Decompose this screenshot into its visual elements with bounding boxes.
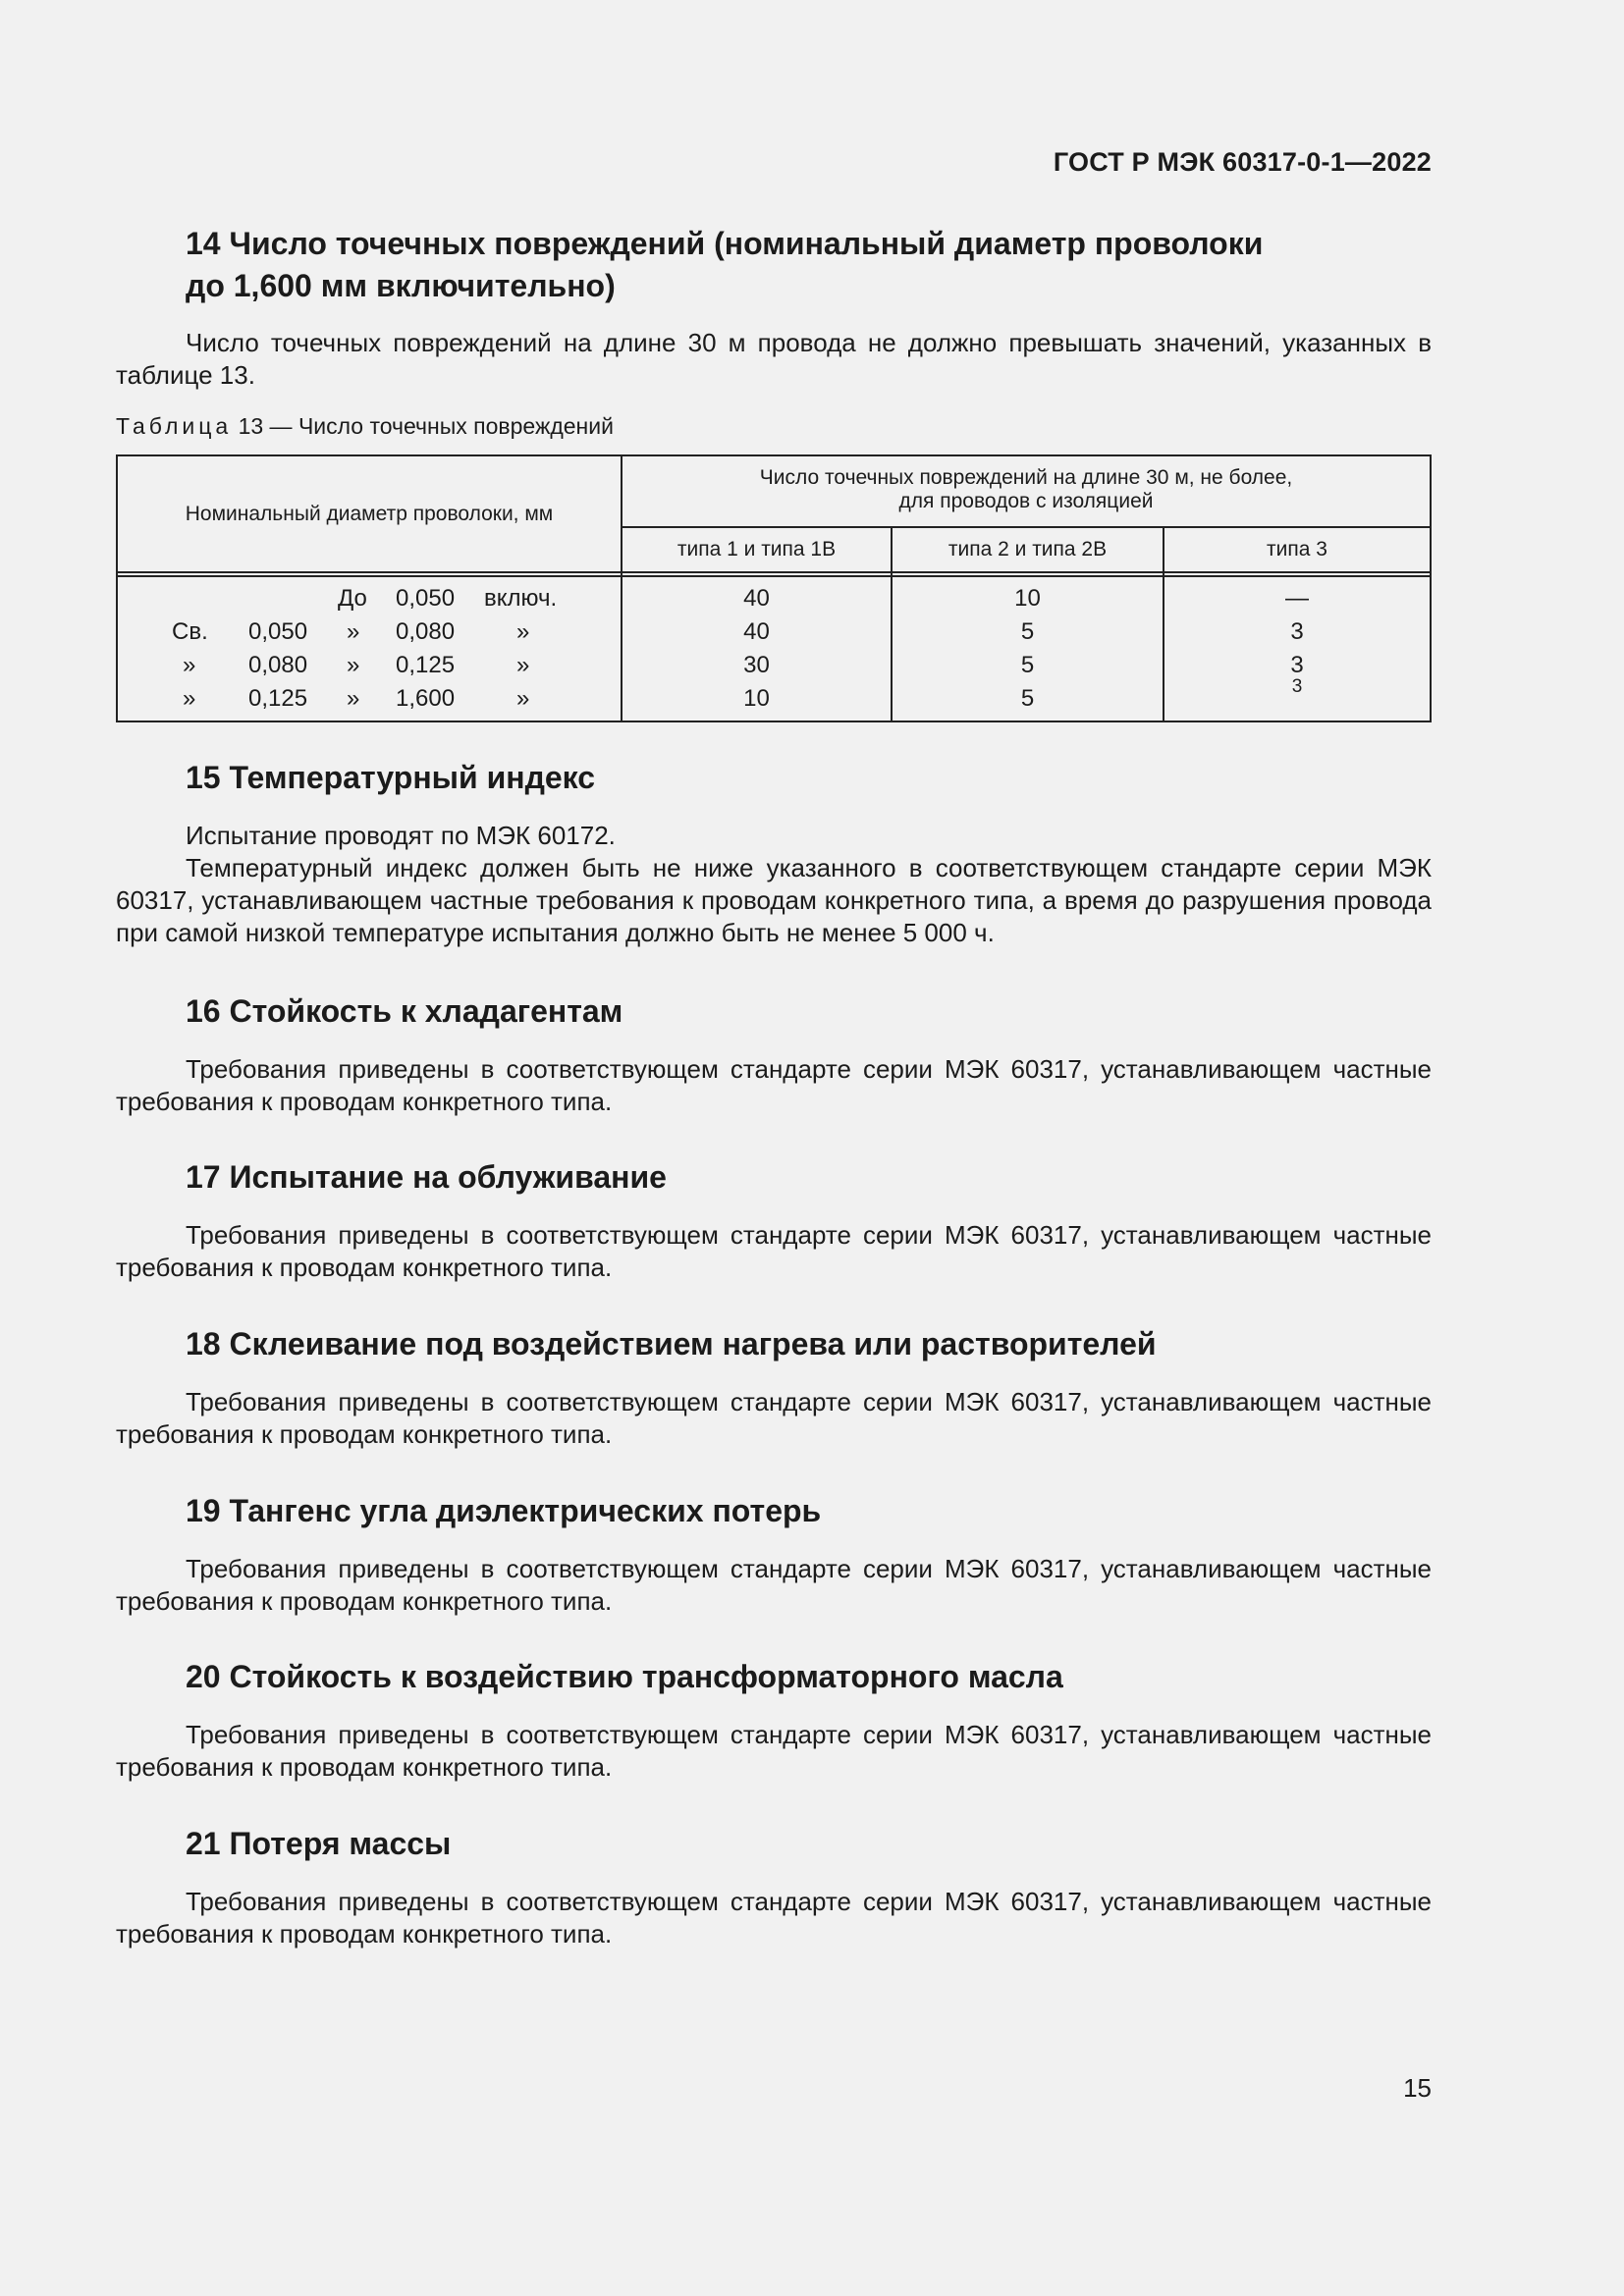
row-from: 0,080	[248, 652, 308, 678]
group-header	[623, 466, 1430, 513]
section-15-text-1: Испытание проводят по МЭК 60172.	[186, 821, 616, 850]
row-value-type2: 5	[1020, 685, 1035, 712]
section-18-text: Требования приведены в соответствующем стандарте серии МЭК 60317, устанавливающем частные требования к проводам конкретного типа.	[116, 1387, 1432, 1449]
row-suffix: »	[516, 685, 530, 712]
row-suffix: включ.	[484, 585, 558, 612]
section-19-title: 19 Тангенс угла диэлектрических потерь	[186, 1493, 822, 1528]
row-suffix: »	[516, 652, 530, 678]
row-value-type3: 3	[1291, 676, 1303, 697]
group-header-line2: для проводов с изоляцией	[898, 490, 1154, 512]
section-16-text: Требования приведены в соответствующем стандарте серии МЭК 60317, устанавливающем частные требования к проводам конкретного типа.	[116, 1054, 1432, 1116]
page-number: 15	[1403, 2073, 1432, 2103]
section-14-title-line2: до 1,600 мм включительно)	[186, 268, 616, 303]
section-19-text: Требования приведены в соответствующем стандарте серии МЭК 60317, устанавливающем частные требования к проводам конкретного типа.	[116, 1554, 1432, 1616]
row-value-type1: 10	[743, 685, 770, 712]
row-value-type2: 5	[1020, 652, 1035, 678]
row-value-type3: 3	[1290, 618, 1304, 645]
group-header-line1: Число точечных повреждений на длине 30 м, не более,	[759, 466, 1293, 489]
row-sep: До	[338, 585, 367, 612]
row-value-type2: 10	[1014, 585, 1041, 612]
row-sep: »	[347, 685, 360, 712]
row-prefix: »	[183, 685, 196, 712]
table-13	[116, 454, 1432, 722]
row-to: 0,050	[396, 585, 456, 612]
document-standard-number: ГОСТ Р МЭК 60317-0-1—2022	[1053, 147, 1432, 177]
row-to: 0,125	[396, 652, 456, 678]
section-14-text: Число точечных повреждений на длине 30 м провода не должно превышать значений, указанных в таблице 13.	[116, 328, 1432, 390]
table-13-caption	[116, 413, 614, 440]
section-20-text: Требования приведены в соответствующем стандарте серии МЭК 60317, устанавливающем частные требования к проводам конкретного типа.	[116, 1720, 1432, 1782]
row-sep: »	[347, 618, 360, 645]
section-18-title: 18 Склеивание под воздействием нагрева или растворителей	[186, 1326, 1157, 1362]
section-15-title: 15 Температурный индекс	[186, 760, 596, 795]
section-14-title-line1: 14 Число точечных повреждений (номинальный диаметр проволоки	[186, 226, 1264, 261]
col-header-diameter: Номинальный диаметр проволоки, мм	[185, 503, 554, 525]
section-16-title: 16 Стойкость к хладагентам	[186, 993, 623, 1029]
row-prefix: Св.	[172, 618, 208, 645]
table-caption-label: Таблица	[116, 413, 233, 439]
row-to: 0,080	[396, 618, 456, 645]
row-value-type1: 30	[743, 652, 770, 678]
row-value-type3: —	[1285, 585, 1309, 612]
row-value-type2: 5	[1020, 618, 1035, 645]
row-from: 0,125	[248, 685, 308, 712]
section-20-title: 20 Стойкость к воздействию трансформаторного масла	[186, 1659, 1063, 1694]
section-14-title	[186, 223, 1263, 307]
row-value-type1: 40	[743, 585, 770, 612]
section-15-text-2: Температурный индекс должен быть не ниже указанного в соответствующем стандарте серии МЭК 60317, устанавливающем частные требования к проводам конкретного типа, а время до разрушения провода при самой низкой температуре испытания должно быть не менее 5 000 ч.	[116, 853, 1432, 947]
col-header-type2: типа 2 и типа 2В	[947, 538, 1108, 561]
table-caption-text: 13 — Число точечных повреждений	[238, 413, 614, 439]
row-suffix: »	[516, 618, 530, 645]
row-to: 1,600	[396, 685, 456, 712]
row-prefix: »	[183, 652, 196, 678]
row-value-type1: 40	[743, 618, 770, 645]
section-21-title: 21 Потеря массы	[186, 1826, 452, 1861]
section-17-text: Требования приведены в соответствующем стандарте серии МЭК 60317, устанавливающем частные требования к проводам конкретного типа.	[116, 1220, 1432, 1282]
row-sep: »	[347, 652, 360, 678]
section-17-title: 17 Испытание на облуживание	[186, 1159, 667, 1195]
col-header-type3: типа 3	[1267, 538, 1327, 561]
row-value-type3: 3	[1290, 652, 1304, 678]
row-from: 0,050	[248, 618, 308, 645]
col-header-type1: типа 1 и типа 1В	[677, 538, 837, 561]
section-21-text: Требования приведены в соответствующем стандарте серии МЭК 60317, устанавливающем частные требования к проводам конкретного типа.	[116, 1887, 1432, 1949]
